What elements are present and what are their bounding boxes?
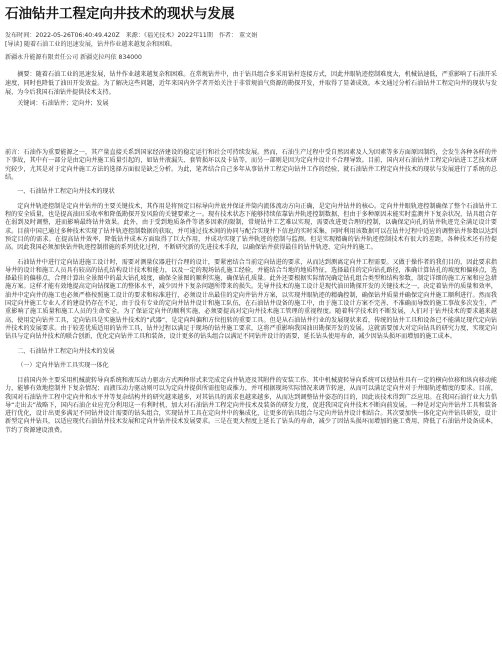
body-paragraph: 石油钻井中进行定向钻进施工设计时，需要对测量仪器进行合理的设计，要紧密结合当前定向钻进的要求，从而达到测离定向井工程需要。又做于操作者的我们目的，因此要求指导井的设计和施工人员具有较高的钻孔结构设计技术和能力，以及一定的现场钻孔施工经验，并能结合当地的地质特征，选择最佳的定向钻孔路径，准确计算钻孔的坡度和偏移点，选择最佳的偏移点，合理计算出全景图中的最大钻孔坡度，确保全景图的顺利实施，确保钻孔质量。此外还要根据实际情况确定钻孔组合类型和结构参数，制定详细的施工方案和应急措施方案。这样才能有效地提高定向钻探施工的整体水平，减少因井下复杂问题所带来的损失。先导井技术的施工设计是现代油田勘探开发的关键技术之一，决定着钻井的质量和效率，油井中定向井的施工也必须严格按照施工设计的要求和标准进行，必须设计出最佳的定向井钻井方案，以实现井眼轨迹的精确控制，确保钻井质量并确保定向井施工顺利进行。然而我国定向井施工专业人才的建设仍存在不足，由于没有专业的定向井钻井设计和施工队伍，在石油钻井设备的施工中，由于施工设计方案不完善、不准确而导致的施工事故多次发生，严重影响了施工质量和施工人员的生命安全。为了保证定向井的顺利实施，必须要提高对定向井技术施工管理的重视程度。随着科学技术的不断发展，人们对于钻井技术的要求越来越高，使用定向钻井工具，定向钻具是实施钻井技术的“武器”，是定向纠偏和方位扭转的重要工具。但是从石油钻井行业的发展现状来看，传统的钻井工具和设备已不能满足现代定向钻井技术的发展要求。由于较差优质适用的钻井工具，钻井过程以满足于现场的钻井施工要求，这将严重影响我国油田勘探开发的发展。这就需要加大对定向钻具的研究力度，实现定向钻具与定向钻井技术的联合创新，优化定向钻井工具和装备，设计更多的钻头组合以满足不同钻井设计的需要，延长钻头使用寿命，减少因钻头损坏而增加的施工成本。	[5, 258, 497, 341]
article-source: 来源：《福光技术》2022年11期	[125, 32, 213, 39]
keywords: 关键词：石油钻井；定向井；发展	[17, 100, 109, 108]
subsection-heading: （一）定向井钻井工具实现一体化	[17, 362, 109, 370]
article-title: 石油钻井工程定向井技术的现状与发展	[5, 6, 235, 22]
article-guide: [导读] 随着石油工业的迅速发展，钻井作业越来越复杂和困难。	[5, 40, 177, 48]
article-author: 作者： 董文娟	[218, 32, 258, 39]
section-heading: 二、石油钻井工程定向井技术的发展	[17, 347, 115, 355]
body-paragraph: 目前国内外主要采用机械旋转导向系统和液压动力驱动方式两种形式来完成定向井轨迹及其附件的安装工作。其中机械旋转导向系统可以使钻柱具有一定的横向位移和纵向移动能力，能够有效地控制井下复杂情况；而液压动力驱动则可以为定向井提供所需扭矩或推力，并可根据现场实际情况来调节转速，从而可以满足定向井对于井眼轨迹精度的要求。目前，我国对石油钻井工程中定向井和水平井等复杂结构井的研究越来越多，对其钻具的需求也越来越多，从而达到调整钻井姿态的目的，因此该技术得到广泛应用。在我国石油行业大力倡导“走出去”战略下，国内石油企业应充分利用这一有利时机，加大对石油钻井工程定向井技术及装备的研发力度，促进我国定向井技术不断向前发展。一种是对定向井钻井工具和装备进行优化，设计出更多满足不同钻井设计需要的钻头组合，实现钻井工具在定向井中的集成化，让更多的钻具组合与定向井钻井设计相结合。其次要加快一体化定向井钻具研发，设计新型定向井钻具，以适应现代石油钻井技术发展和定向井钻井技术发展要求。三是在更大程度上延长了钻头的寿命，减少了因钻头损坏而增加的施工费用，降低了石油钻井设备成本，节约了资源建设浪费。	[5, 376, 497, 434]
body-paragraph: 前言：石油作为重要能源之一，其产量直接关系到国家经济建设的稳定运行和社会可持续发展。然而，石油生产过程中受自然因素及人为因素等多方面原因制约，会发生各种各样的井下事故，其中有一部分是由定向井施工质量引起的，如钻井液漏失、套管损坏以及卡钻等，而另一部则是因为定向井设计不合理导致。目前，国内对石油钻井工程定向钻进工艺技术研究较少，尤其是对于定向井施工方法的选择方面很是缺乏分析。为此，笔者结合自己多年从事钻井工程定向钻井工作的经验，就石油钻井工程定向井技术的现状与发展进行了系统的总结。	[5, 148, 497, 181]
article-body	[5, 149, 497, 435]
article-meta	[5, 32, 497, 41]
body-paragraph: 定向井轨迹控制是定向井钻井的主要关键技术，其作用是将预定目标导向井底并保证井筒内流体流动方向正确，是定向井钻井的核心。定向井井眼轨迹控制确保了整个石油钻井工程的安全质量，也是提高油田采收率和降低勘探开发风险的关键要素之一。现有技术状态下能够持续依靠钻井轨迹控制数据，但由于多种原因未能实时监测井下复杂状况，钻具组合存在弱到及时调整，进而影响最终钻井效果。此外，由于受到地质条件等诸多因素的限制，常规钻井工艺难以实现，需要改进更合理的控制，以确保定向孔的钻井轨迹完全满足设计要求。目前中国已通过多种技术实现了钻井轨迹控制数据的获取，并可通过技术间的协同与配合实现井下信息的实时采集，同时利用该数据可以在钻井过程中适应的调整钻井参数以达到预定目的的需求。在提高钻井效率，降低钻井成本方面取得了巨大作用，并成功实现了钻井轨迹的控制与监测。但是实现精确的钻井轨迹控制技术有很大的差距，各种技术还有待提高。因此我国必须加快钻井轨迹控制措施的系列优化过程，不断研究新的先进技术手段，以确保钻井获得最佳的钻井轨迹、定向井的施工。	[5, 202, 497, 252]
abstract: 摘要：随着石油工业的迅速发展，钻井作业越来越复杂和困难。在常规钻井中，由于钻具组合多采用钻杆连接方式，因此井眼轨迹控制难度大，机械钻速低，严重影响了石油开采速度，同时也降低了油田开发效益。为了解决这些问题，近年来国内外学者开始关注于非常规油气资源的勘探开发，并取得了显著成效。本文通过分析石油钻井工程定向井的现状与发展，为今后我国石油钻井提供技术支持。	[5, 71, 497, 96]
publish-date: 发布时间：2022-05-26T06:40:49.420Z	[5, 32, 120, 39]
section-heading: 一、石油钻井工程定向井技术的现状	[17, 188, 115, 196]
page-gap	[5, 109, 497, 149]
author-affiliation: 新疆永升能源有限责任公司 新疆克拉玛依 834000	[5, 54, 142, 62]
